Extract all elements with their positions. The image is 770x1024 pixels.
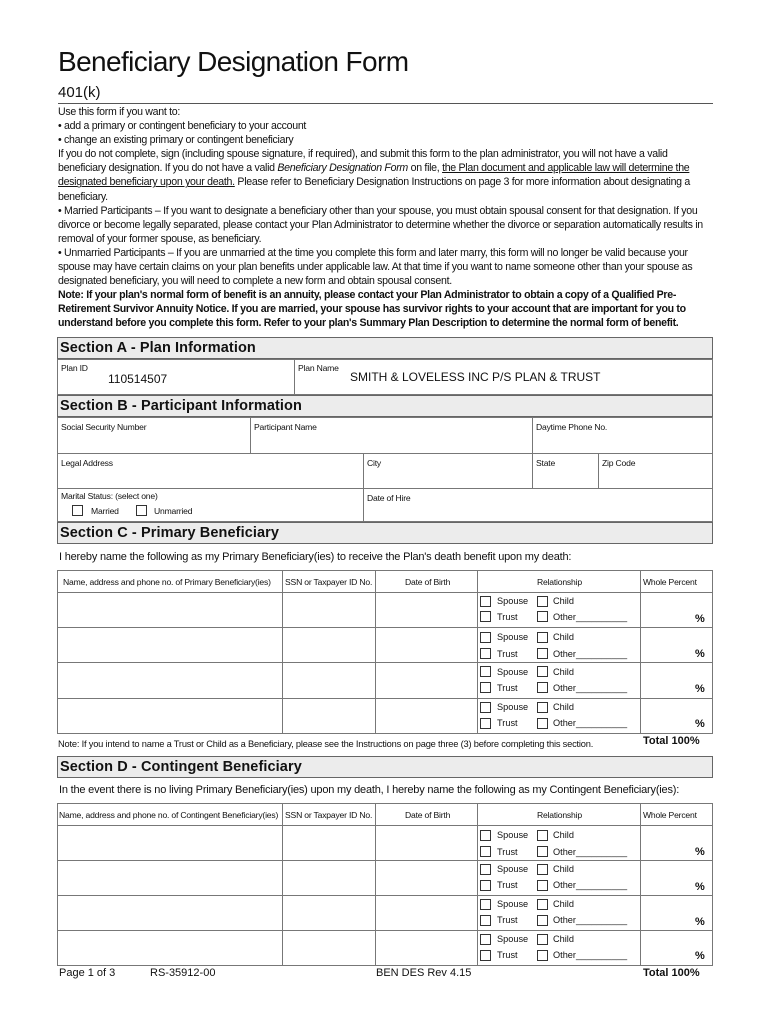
trust-label: Trust	[497, 915, 518, 925]
child-label: Child	[553, 864, 574, 874]
zip-label: Zip Code	[602, 458, 636, 468]
intro-text	[58, 105, 713, 331]
trust-label: Trust	[497, 847, 518, 857]
section-c-intro: I hereby name the following as my Primary Beneficiary(ies) to receive the Plan's death benefit upon my death:	[59, 551, 572, 563]
contingent-row-rule	[57, 860, 713, 861]
contingent-col-percent-header: Whole Percent	[643, 810, 697, 820]
other-label: Other__________	[553, 612, 628, 622]
spouse-label: Spouse	[497, 830, 529, 840]
spouse-checkbox[interactable]	[480, 632, 491, 643]
primary-col-divider	[640, 570, 641, 734]
other-checkbox[interactable]	[537, 915, 548, 926]
unmarried-checkbox[interactable]	[136, 505, 147, 516]
other-label: Other__________	[553, 649, 628, 659]
intro-lead: Use this form if you want to:	[58, 106, 181, 118]
child-label: Child	[553, 899, 574, 909]
child-label: Child	[553, 830, 574, 840]
primary-col-percent-header: Whole Percent	[643, 577, 697, 587]
child-checkbox[interactable]	[537, 899, 548, 910]
plan-id-value: 110514507	[108, 372, 168, 386]
section-d-header: Section D - Contingent Beneficiary	[57, 756, 713, 778]
legal-address-field[interactable]	[57, 453, 364, 489]
other-label: Other__________	[553, 683, 628, 693]
contingent-col-divider	[375, 803, 376, 966]
contingent-table-header-rule	[57, 825, 713, 826]
phone-field[interactable]	[532, 417, 713, 454]
intro-p1-c: Please refer to Beneficiary Designation Instructions on page 3 for more information about designating a beneficiary.	[58, 176, 691, 203]
married-option-label: Married	[91, 506, 119, 516]
other-checkbox[interactable]	[537, 718, 548, 729]
intro-bullet-change: • change an existing primary or contingent beneficiary	[58, 134, 294, 147]
plan-name-label: Plan Name	[298, 363, 339, 373]
percent-sign: %	[695, 916, 705, 928]
section-c-note: Note: If you intend to name a Trust or Child as a Beneficiary, please see the Instructions on page three (3) before completing this section.	[58, 739, 594, 749]
spouse-label: Spouse	[497, 864, 529, 874]
child-checkbox[interactable]	[537, 632, 548, 643]
participant-name-field[interactable]	[250, 417, 533, 454]
spouse-label: Spouse	[497, 934, 529, 944]
ssn-label: Social Security Number	[61, 422, 147, 432]
intro-unmarried: • Unmarried Participants – If you are unmarried at the time you complete this form and later marry, this form will no longer be valid because your spouse may have certain claims on your plan benefits under applicable law. At that time if you want to name someone other than your spouse as designated beneficiary, you will need to complete a new form and obtain spousal consent.	[58, 246, 693, 288]
section-c-header: Section C - Primary Beneficiary	[57, 522, 713, 544]
other-checkbox[interactable]	[537, 880, 548, 891]
other-label: Other__________	[553, 718, 628, 728]
contingent-col-divider	[282, 803, 283, 966]
primary-col-divider	[282, 570, 283, 734]
contingent-col-ssn-header: SSN or Taxpayer ID No.	[285, 810, 373, 820]
primary-col-divider	[375, 570, 376, 734]
trust-label: Trust	[497, 718, 518, 728]
percent-sign: %	[695, 718, 705, 730]
contingent-col-divider	[640, 803, 641, 966]
child-checkbox[interactable]	[537, 596, 548, 607]
city-label: City	[367, 458, 381, 468]
percent-sign: %	[695, 648, 705, 660]
trust-checkbox[interactable]	[480, 880, 491, 891]
contingent-row-rule	[57, 895, 713, 896]
primary-row-rule	[57, 698, 713, 699]
state-label: State	[536, 458, 556, 468]
trust-checkbox[interactable]	[480, 648, 491, 659]
spouse-checkbox[interactable]	[480, 666, 491, 677]
spouse-label: Spouse	[497, 667, 529, 677]
plan-id-field[interactable]	[57, 359, 295, 395]
trust-checkbox[interactable]	[480, 846, 491, 857]
marital-status-field	[57, 488, 364, 522]
child-label: Child	[553, 596, 574, 606]
child-checkbox[interactable]	[537, 702, 548, 713]
primary-col-name-header: Name, address and phone no. of Primary Beneficiary(ies)	[63, 577, 271, 587]
plan-name-value: SMITH & LOVELESS INC P/S PLAN & TRUST	[350, 370, 601, 384]
child-checkbox[interactable]	[537, 666, 548, 677]
intro-note: Note: If your plan's normal form of benefit is an annuity, please contact your Plan Administrator to obtain a copy of a Qualified Pre-Retirement Survivor Annuity Notice. If you are married, your spouse has survivor rights to your account that are important for you to understand before you complete this form. Refer to your plan's Summary Plan Description to determine the normal form of benefit.	[58, 289, 686, 330]
other-checkbox[interactable]	[537, 846, 548, 857]
child-checkbox[interactable]	[537, 934, 548, 945]
contingent-col-dob-header: Date of Birth	[405, 810, 451, 820]
marital-status-label: Marital Status: (select one)	[61, 491, 158, 501]
primary-col-ssn-header: SSN or Taxpayer ID No.	[285, 577, 373, 587]
participant-name-label: Participant Name	[254, 422, 317, 432]
title-rule	[58, 103, 713, 104]
other-label: Other__________	[553, 880, 628, 890]
primary-col-relationship-header: Relationship	[537, 577, 582, 587]
trust-label: Trust	[497, 649, 518, 659]
percent-sign: %	[695, 683, 705, 695]
trust-label: Trust	[497, 683, 518, 693]
revision: BEN DES Rev 4.15	[376, 967, 472, 979]
married-checkbox[interactable]	[72, 505, 83, 516]
intro-married: • Married Participants – If you want to designate a beneficiary other than your spouse, you must obtain spousal consent for that designation. If you divorce or become legally separated, please contact your Plan Administrator to determine whether the divorce or separation automatically results in removal of your former spouse, as beneficiary.	[58, 204, 703, 245]
child-label: Child	[553, 667, 574, 677]
trust-label: Trust	[497, 612, 518, 622]
spouse-checkbox[interactable]	[480, 830, 491, 841]
unmarried-option-label: Unmarried	[154, 506, 193, 516]
contingent-total: Total 100%	[643, 967, 700, 979]
plan-name-field[interactable]	[294, 359, 713, 395]
intro-p1-italic: Beneficiary Designation Form	[277, 162, 408, 175]
spouse-label: Spouse	[497, 596, 529, 606]
trust-checkbox[interactable]	[480, 718, 491, 729]
section-b-header: Section B - Participant Information	[57, 395, 713, 417]
percent-sign: %	[695, 881, 705, 893]
city-field[interactable]	[363, 453, 533, 489]
percent-sign: %	[695, 950, 705, 962]
child-label: Child	[553, 632, 574, 642]
plan-id-label: Plan ID	[61, 363, 88, 373]
primary-total: Total 100%	[643, 735, 700, 747]
form-subtitle: 401(k)	[58, 84, 101, 101]
spouse-checkbox[interactable]	[480, 596, 491, 607]
intro-paragraph	[58, 147, 713, 203]
intro-p1-underline: the Plan document and applicable law will determine the designated beneficiary upon your death.	[58, 162, 690, 189]
form-number: RS-35912-00	[150, 967, 216, 979]
trust-checkbox[interactable]	[480, 950, 491, 961]
trust-checkbox[interactable]	[480, 682, 491, 693]
page-number: Page 1 of 3	[59, 967, 116, 979]
other-label: Other__________	[553, 847, 628, 857]
percent-sign: %	[695, 846, 705, 858]
zip-field[interactable]	[598, 453, 713, 489]
child-checkbox[interactable]	[537, 864, 548, 875]
primary-row-rule	[57, 662, 713, 663]
spouse-checkbox[interactable]	[480, 702, 491, 713]
contingent-col-name-header: Name, address and phone no. of Contingent Beneficiary(ies)	[59, 810, 279, 820]
primary-col-dob-header: Date of Birth	[405, 577, 451, 587]
contingent-col-divider	[477, 803, 478, 966]
other-checkbox[interactable]	[537, 682, 548, 693]
ssn-field[interactable]	[57, 417, 251, 454]
primary-row-rule	[57, 627, 713, 628]
other-checkbox[interactable]	[537, 648, 548, 659]
intro-p1-a: If you do not complete, sign (including spouse signature, if required), and submit this form to the plan administrator, you will not have a valid beneficiary designation. If you do not have a valid	[58, 148, 668, 175]
phone-label: Daytime Phone No.	[536, 422, 608, 432]
child-label: Child	[553, 702, 574, 712]
form-title: Beneficiary Designation Form	[58, 46, 409, 77]
intro-p1-b: on file,	[407, 162, 443, 175]
section-d-intro: In the event there is no living Primary Beneficiary(ies) upon my death, I hereby name the following as my Contingent Beneficiary(ies):	[59, 784, 680, 796]
spouse-checkbox[interactable]	[480, 899, 491, 910]
date-of-hire-label: Date of Hire	[367, 493, 411, 503]
child-checkbox[interactable]	[537, 830, 548, 841]
date-of-hire-field[interactable]	[363, 488, 713, 522]
trust-label: Trust	[497, 880, 518, 890]
spouse-label: Spouse	[497, 632, 529, 642]
other-checkbox[interactable]	[537, 611, 548, 622]
contingent-col-relationship-header: Relationship	[537, 810, 582, 820]
legal-address-label: Legal Address	[61, 458, 113, 468]
section-a-header: Section A - Plan Information	[57, 337, 713, 359]
spouse-checkbox[interactable]	[480, 934, 491, 945]
spouse-label: Spouse	[497, 702, 529, 712]
trust-checkbox[interactable]	[480, 611, 491, 622]
trust-label: Trust	[497, 950, 518, 960]
other-checkbox[interactable]	[537, 950, 548, 961]
contingent-row-rule	[57, 930, 713, 931]
primary-col-divider	[477, 570, 478, 734]
spouse-checkbox[interactable]	[480, 864, 491, 875]
intro-bullet-add: • add a primary or contingent beneficiary to your account	[58, 120, 307, 133]
primary-table-header-rule	[57, 592, 713, 593]
percent-sign: %	[695, 613, 705, 625]
trust-checkbox[interactable]	[480, 915, 491, 926]
other-label: Other__________	[553, 915, 628, 925]
child-label: Child	[553, 934, 574, 944]
spouse-label: Spouse	[497, 899, 529, 909]
state-field[interactable]	[532, 453, 599, 489]
other-label: Other__________	[553, 950, 628, 960]
